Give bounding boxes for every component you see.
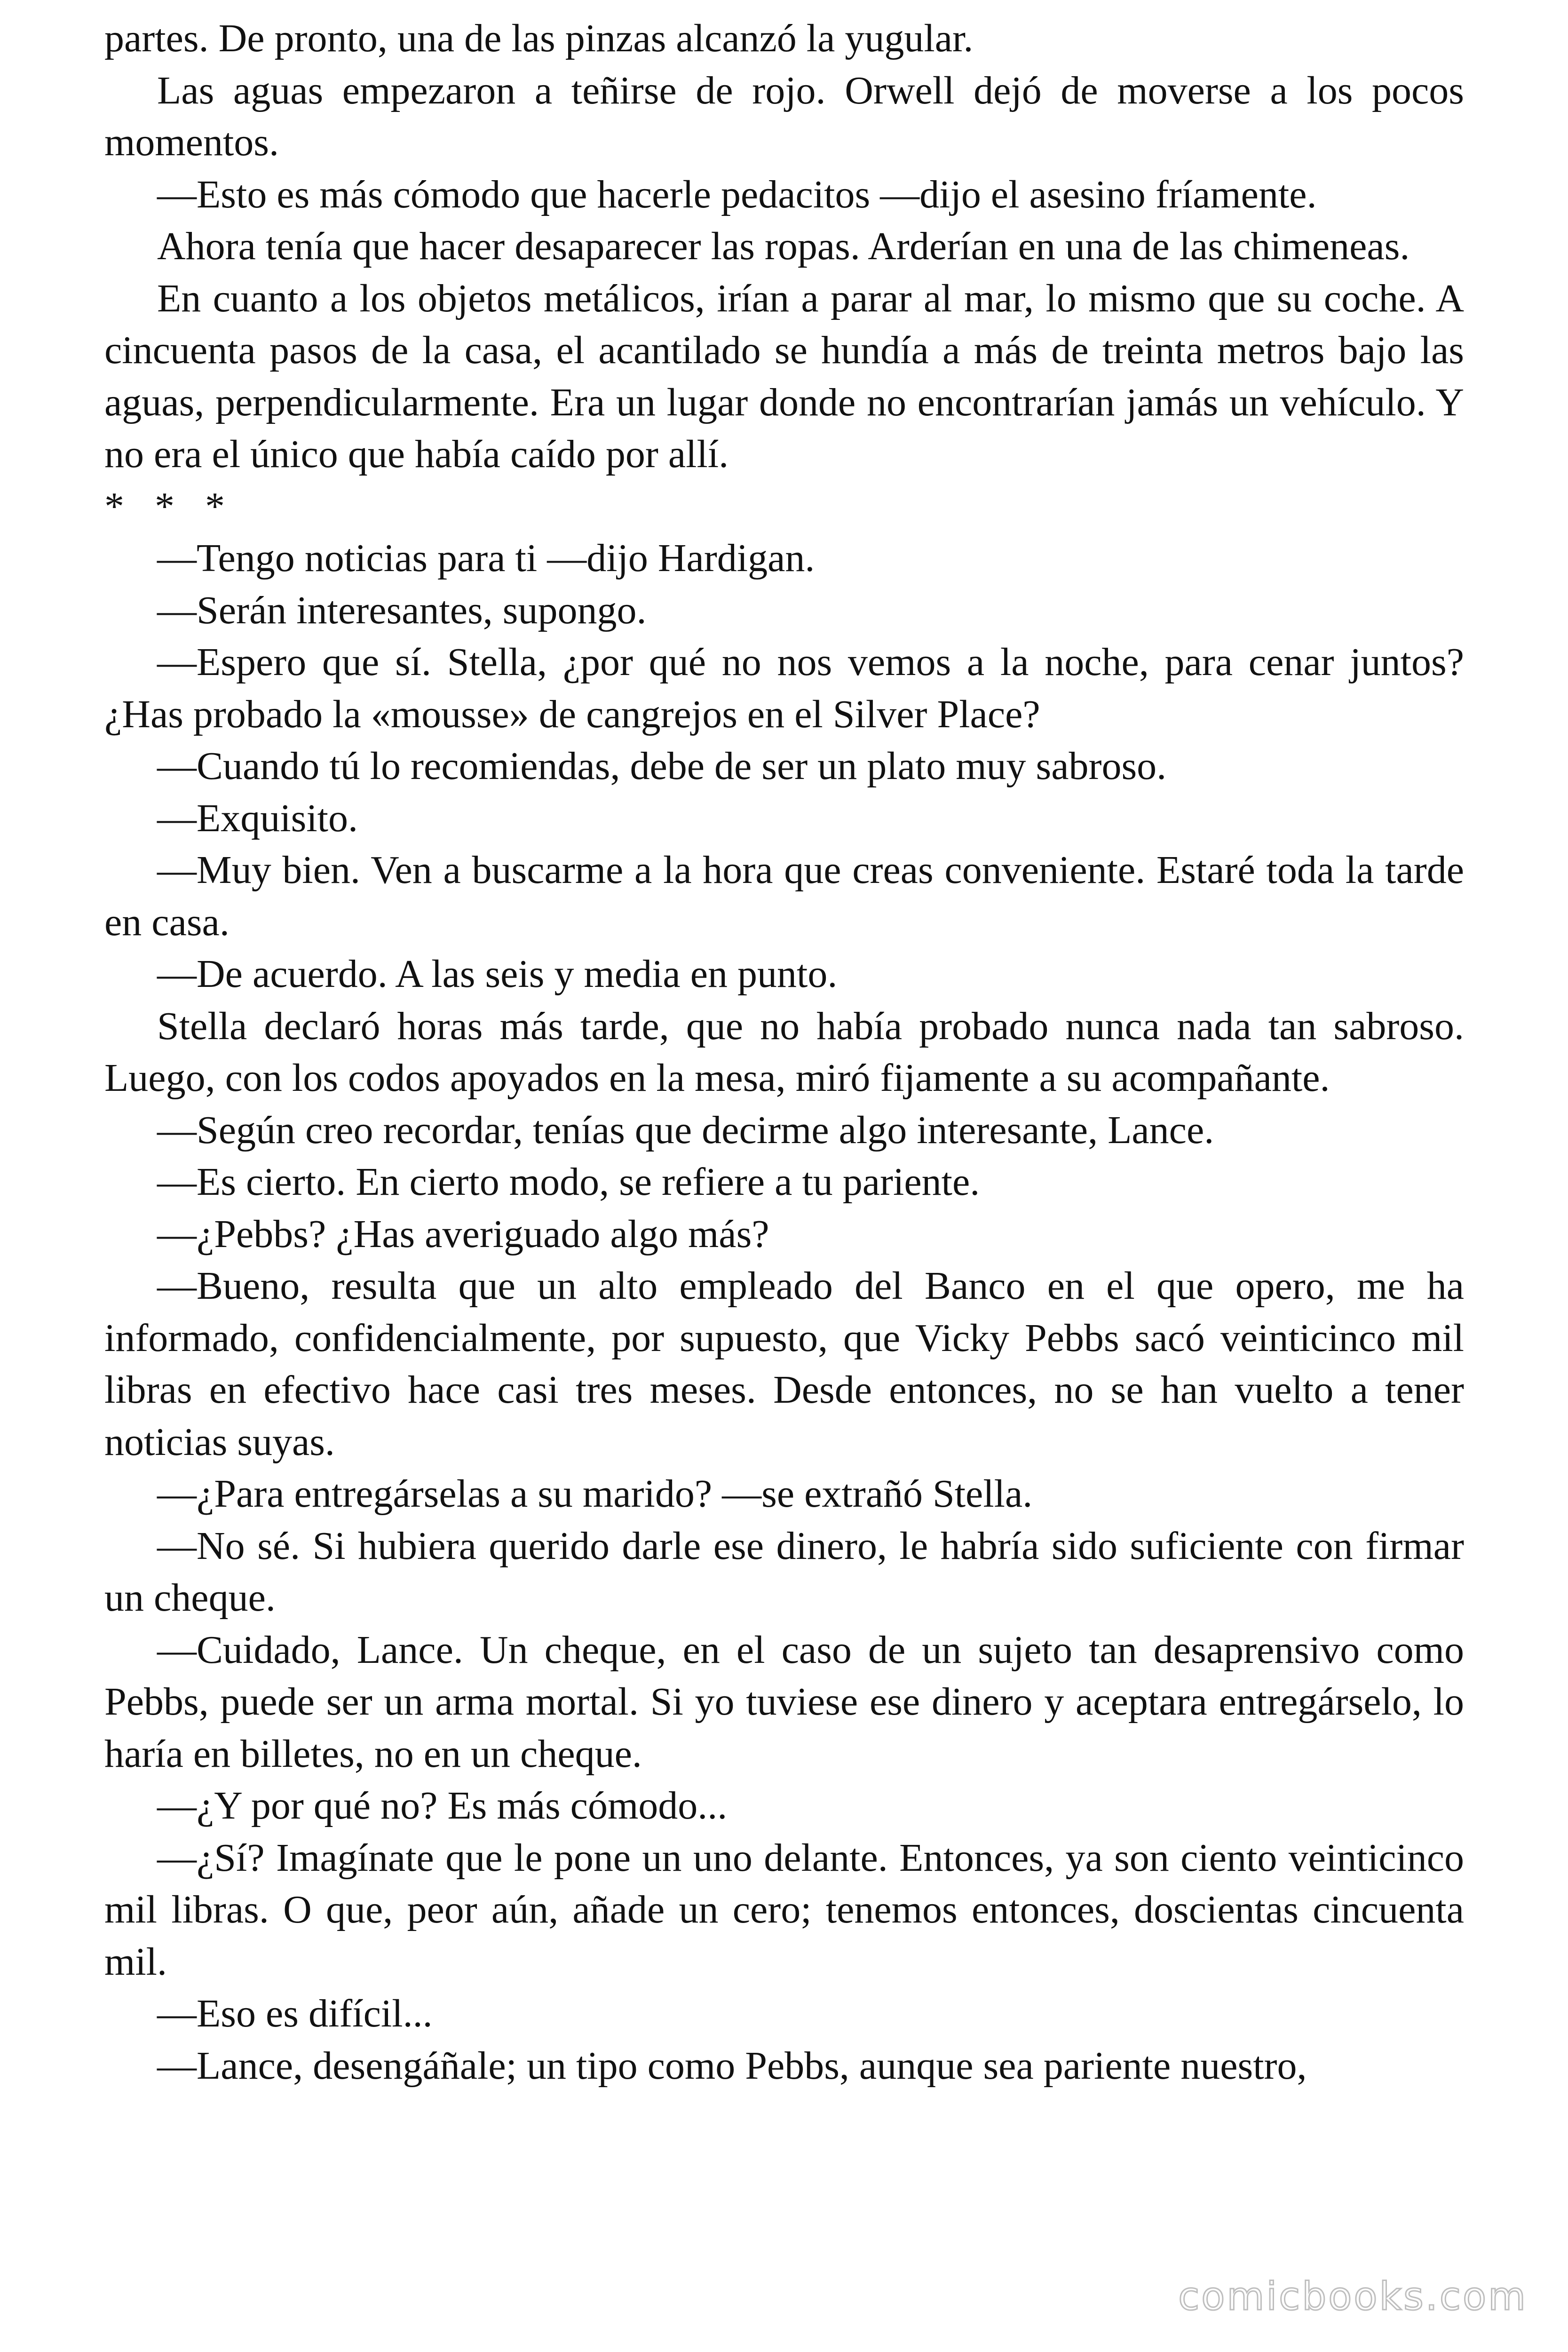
book-page [104,13,1464,2092]
watermark-text: comicbooks.com [1178,2274,1528,2319]
paragraph: —No sé. Si hubiera querido darle ese dinero, le habría sido suficiente con firmar un cheque. [104,1524,1464,1620]
paragraph: En cuanto a los objetos metálicos, irían a parar al mar, lo mismo que su coche. A cincuenta pasos de la casa, el acantilado se hundía a más de treinta metros bajo las aguas, perpendicularmente. Era un lugar donde no encontrarían jamás un vehículo. Y no era el único que había caído por allí. [104,276,1464,476]
paragraph: —Bueno, resulta que un alto empleado del Banco en el que opero, me ha informado, confidencialmente, por supuesto, que Vicky Pebbs sacó veinticinco mil libras en efectivo hace casi tres meses. Desde entonces, no se han vuelto a tener noticias suyas. [104,1264,1464,1464]
paragraph: partes. De pronto, una de las pinzas alcanzó la yugular. [104,16,974,60]
paragraph: —Serán interesantes, supongo. [157,588,647,632]
paragraph: —¿Y por qué no? Es más cómodo... [157,1784,728,1828]
paragraph: —Cuidado, Lance. Un cheque, en el caso de un sujeto tan desaprensivo como Pebbs, puede ser un arma mortal. Si yo tuviese ese dinero y aceptara entregárselo, lo haría en billetes, no en un cheque. [104,1628,1464,1776]
section-separator: * * * [104,484,235,528]
paragraph: Stella declaró horas más tarde, que no había probado nunca nada tan sabroso. Luego, con los codos apoyados en la mesa, miró fijamente a su acompañante. [104,1004,1464,1100]
paragraph: —De acuerdo. A las seis y media en punto. [157,952,838,996]
paragraph: —Cuando tú lo recomiendas, debe de ser un plato muy sabroso. [157,744,1167,788]
paragraph: —Eso es difícil... [157,1992,433,2035]
paragraph: —Tengo noticias para ti —dijo Hardigan. [157,536,815,580]
paragraph: —¿Sí? Imagínate que le pone un uno delante. Entonces, ya son ciento veinticinco mil libras. O que, peor aún, añade un cero; tenemos entonces, doscientas cincuenta mil. [104,1836,1464,1984]
paragraph: —Lance, desengáñale; un tipo como Pebbs, aunque sea pariente nuestro, [157,2043,1307,2088]
paragraph: —¿Pebbs? ¿Has averiguado algo más? [157,1212,769,1256]
paragraph: —¿Para entregárselas a su marido? —se extrañó Stella. [157,1472,1033,1516]
paragraph: —Esto es más cómodo que hacerle pedacitos —dijo el asesino fríamente. [157,172,1317,216]
paragraph: —Muy bien. Ven a buscarme a la hora que creas conveniente. Estaré toda la tarde en casa. [104,848,1464,944]
paragraph: —Es cierto. En cierto modo, se refiere a tu pariente. [157,1160,980,1204]
paragraph: —Espero que sí. Stella, ¿por qué no nos vemos a la noche, para cenar juntos? ¿Has probado la «mousse» de cangrejos en el Silver Place? [104,640,1464,736]
paragraph: —Exquisito. [157,796,358,840]
paragraph: Ahora tenía que hacer desaparecer las ropas. Arderían en una de las chimeneas. [157,224,1410,268]
paragraph: Las aguas empezaron a teñirse de rojo. Orwell dejó de moverse a los pocos momentos. [104,68,1464,164]
paragraph: —Según creo recordar, tenías que decirme algo interesante, Lance. [157,1108,1214,1152]
